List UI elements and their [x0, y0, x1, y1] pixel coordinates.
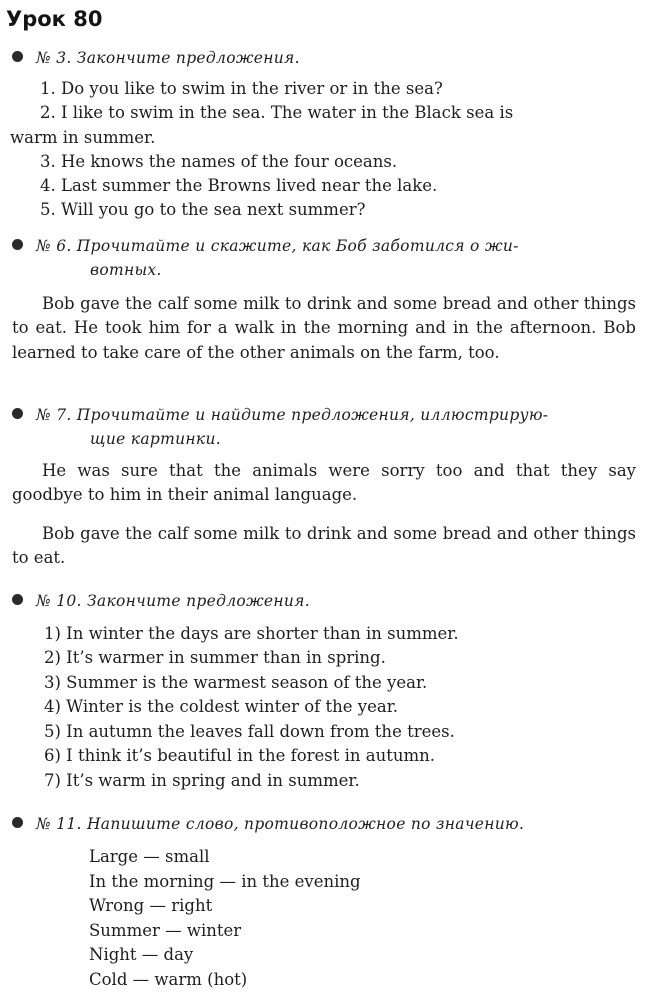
lesson-title: Урок 80 [6, 7, 103, 31]
task-3-heading-text: № 3. Закончите предложения. [36, 49, 300, 67]
task-10-item: 5) In autumn the leaves fall down from the trees. [44, 722, 455, 741]
task-3-item: 3. He knows the names of the four oceans. [40, 152, 398, 171]
task-10-item: 4) Winter is the coldest winter of the year. [44, 697, 399, 716]
antonym-pair: Wrong — right [89, 896, 213, 915]
task-7-heading-line2: щие картинки. [90, 430, 221, 448]
task-6-paragraph-text: Bob gave the calf some milk to drink and some bread and other things to eat. He took him for a walk in the morning and in the afternoon. Bob learned to take care of the other animals on the farm, too. [12, 294, 636, 362]
antonym-pair: Cold — warm (hot) [89, 970, 248, 989]
task-10-heading [12, 589, 642, 613]
task-11-heading [12, 812, 642, 836]
bullet-icon [12, 239, 23, 250]
task-3-item: 5. Will you go to the sea next summer? [40, 200, 366, 219]
antonym-pair: In the morning — in the evening [89, 872, 361, 891]
antonym-pair: Night — day [89, 945, 194, 964]
antonym-pair: Summer — winter [89, 921, 242, 940]
bullet-icon [12, 817, 23, 828]
task-7-heading [12, 403, 642, 451]
task-10-item: 2) It’s warmer in summer than in spring. [44, 648, 386, 667]
task-7-paragraph-1-text: He was sure that the animals were sorry too and that they say goodbye to him in their animal language. [12, 461, 636, 505]
task-10-item: 1) In winter the days are shorter than in summer. [44, 624, 459, 643]
antonym-pair: Large — small [89, 847, 210, 866]
task-3-heading [12, 46, 642, 70]
task-3-item: 2. I like to swim in the sea. The water in the Black sea is [40, 103, 514, 122]
bullet-icon [12, 408, 23, 419]
bullet-icon [12, 594, 23, 605]
task-10-item: 7) It’s warm in spring and in summer. [44, 771, 360, 790]
task-10-heading-text: № 10. Закончите предложения. [36, 592, 310, 610]
task-11-heading-text: № 11. Напишите слово, противоположное по значению. [36, 815, 525, 833]
task-7-paragraph-2 [12, 522, 636, 571]
bullet-icon [12, 51, 23, 62]
task-6-heading-line1: № 6. Прочитайте и скажите, как Боб заботился о жи- [36, 237, 519, 255]
task-6-heading [12, 234, 642, 282]
task-3-item: 1. Do you like to swim in the river or in the sea? [40, 79, 443, 98]
task-7-paragraph-1 [12, 459, 636, 508]
task-7-paragraph-2-text: Bob gave the calf some milk to drink and some bread and other things to eat. [12, 524, 636, 568]
task-6-paragraph [12, 292, 636, 365]
task-6-heading-line2: вотных. [90, 261, 162, 279]
task-10-item: 3) Summer is the warmest season of the year. [44, 673, 428, 692]
task-3-item: warm in summer. [10, 128, 156, 147]
task-10-item: 6) I think it’s beautiful in the forest in autumn. [44, 746, 436, 765]
task-7-heading-line1: № 7. Прочитайте и найдите предложения, иллюстрирую- [36, 406, 549, 424]
task-3-item: 4. Last summer the Browns lived near the lake. [40, 176, 438, 195]
